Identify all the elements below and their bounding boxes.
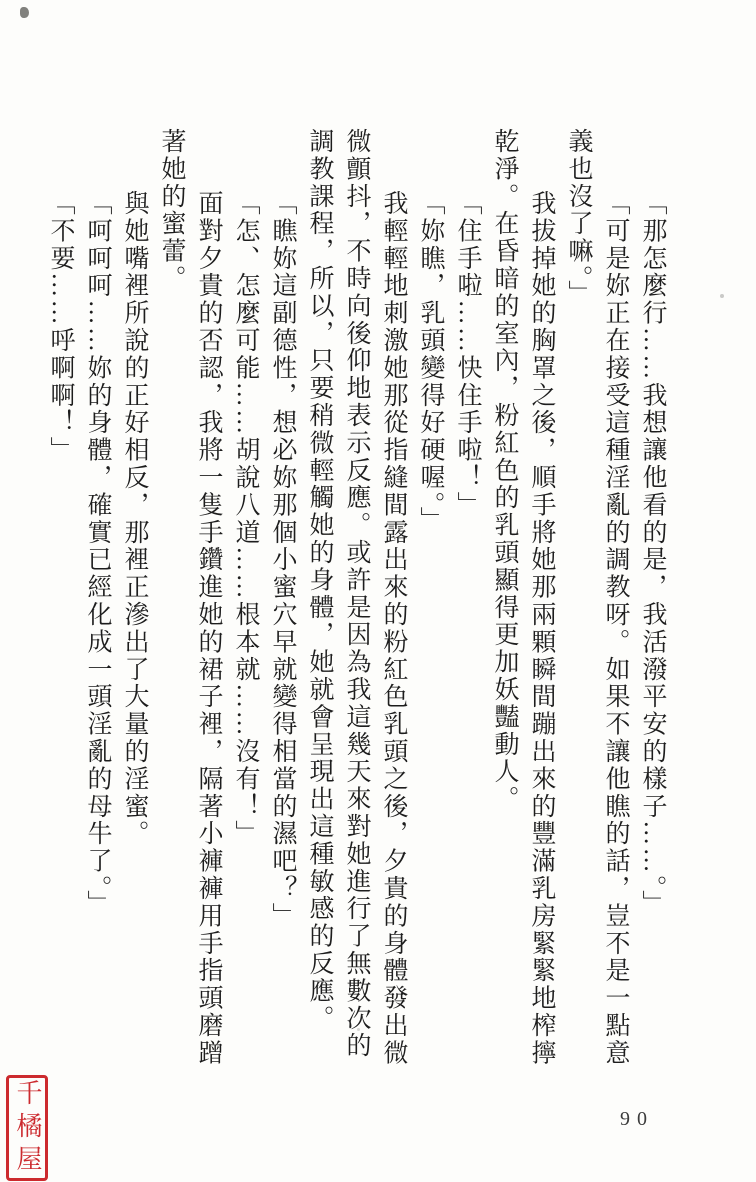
text-column: 與她嘴裡所說的正好相反，那裡正滲出了大量的淫蜜。 <box>121 190 148 848</box>
publisher-seal-stamp <box>6 1075 48 1181</box>
text-column: 「不要……呼啊啊！」 <box>47 190 74 464</box>
scan-noise-mark <box>20 7 29 18</box>
text-column: 「妳瞧，乳頭變得好硬喔。」 <box>417 190 444 534</box>
text-column: 「住手啦……快住手啦！」 <box>454 190 481 519</box>
text-column: 義也沒了嘛。」 <box>565 128 592 308</box>
text-column: 乾淨。在昏暗的室內，粉紅色的乳頭顯得更加妖豔動人。 <box>491 128 518 813</box>
text-column: 調教課程，所以，只要稍微輕觸她的身體，她就會呈現出這種敏感的反應。 <box>306 128 333 1033</box>
scan-noise-mark <box>720 294 724 298</box>
text-column: 「那怎麼行……我想讓他看的是，我活潑平安的樣子……。」 <box>639 190 666 918</box>
text-column: 微顫抖，不時向後仰地表示反應。或許是因為我這幾天來對她進行了無數次的 <box>343 128 370 1060</box>
text-column: 「瞧妳這副德性，想必妳那個小蜜穴早就變得相當的濕吧？」 <box>269 190 296 930</box>
text-column: 「呵呵呵……妳的身體，確實已經化成一頭淫亂的母牛了。」 <box>84 190 111 918</box>
seal-text: 千橘屋 <box>13 1078 42 1178</box>
text-column: 「可是妳正在接受這種淫亂的調教呀。如果不讓他瞧的話，豈不是一點意 <box>602 190 629 1067</box>
text-column: 著她的蜜蕾。 <box>158 128 185 293</box>
text-column: 我拔掉她的胸罩之後，順手將她那兩顆瞬間蹦出來的豐滿乳房緊緊地榨擰 <box>528 190 555 1067</box>
text-column: 我輕輕地刺激她那從指縫間露出來的粉紅色乳頭之後，夕貴的身體發出微 <box>380 190 407 1067</box>
text-column: 面對夕貴的否認，我將一隻手鑽進她的裙子裡，隔著小褲褲用手指頭磨蹭 <box>195 190 222 1067</box>
page-number: 90 <box>620 1108 654 1130</box>
text-column: 「怎、怎麼可能……胡說八道……根本就……沒有！」 <box>232 190 259 848</box>
page-text <box>46 128 666 1088</box>
